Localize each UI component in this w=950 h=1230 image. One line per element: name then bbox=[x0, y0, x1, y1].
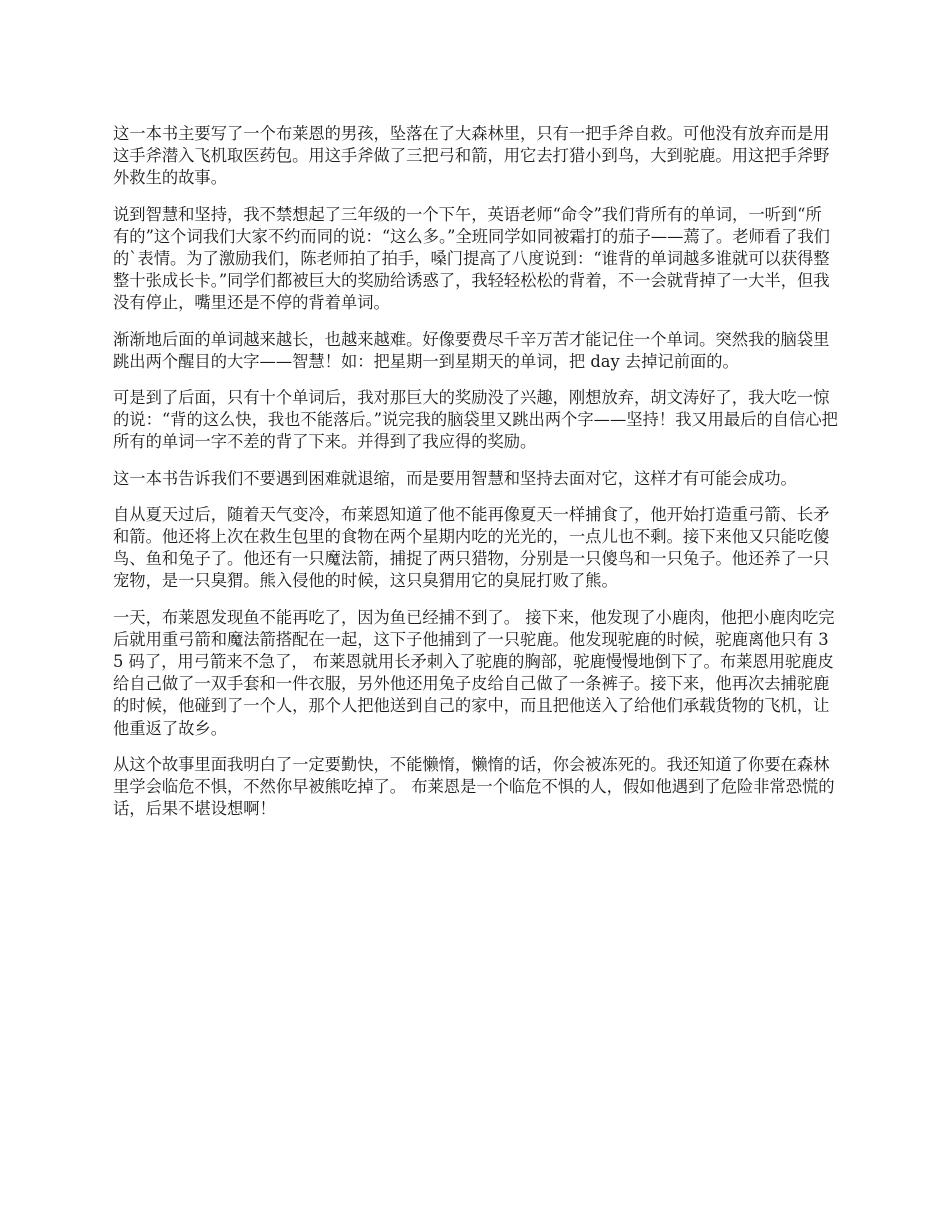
paragraph-7: 一天，布莱恩发现鱼不能再吃了，因为鱼已经捕不到了。 接下来，他发现了小鹿肉，他把小鹿肉吃完后就用重弓箭和魔法箭搭配在一起，这下子他捕到了一只驼鹿。他发现驼鹿的时候，驼鹿离他只有 35 码了，用弓箭来不急了， 布莱恩就用长矛刺入了驼鹿的胸部，驼鹿慢慢地倒下了。布莱恩用驼鹿皮给自己做了一双手套和一件衣服，另外他还用兔子皮给自己做了一条裤子。接下来，他再次去捕驼鹿的时候，他碰到了一个人，那个人把他送到自己的家中，而且把他送入了给他们承载货物的飞机，让他重返了故乡。 bbox=[113, 607, 835, 738]
paragraph-6: 自从夏天过后，随着天气变冷，布莱恩知道了他不能再像夏天一样捕食了，他开始打造重弓箭、长矛和箭。他还将上次在救生包里的食物在两个星期内吃的光光的，一点儿也不剩。接下来他又只能吃傻鸟、鱼和兔子了。他还有一只魔法箭，捕捉了两只猎物，分别是一只傻鸟和一只兔子。他还养了一只宠物，是一只臭猬。熊入侵他的时候，这只臭猬用它的臭屁打败了熊。 bbox=[113, 504, 830, 591]
paragraph-2: 说到智慧和坚持，我不禁想起了三年级的一个下午，英语老师“命令”我们背所有的单词，一听到“所有的”这个词我们大家不约而同的说：“这么多。”全班同学如同被霜打的茄子——蔫了。老师看了我们的`表情。为了激励我们，陈老师拍了拍手，嗓门提高了八度说到：“谁背的单词越多谁就可以获得整整十张成长卡。”同学们都被巨大的奖励给诱惑了，我轻轻松松的背着，不一会就背掉了一大半，但我没有停止，嘴里还是不停的背着单词。 bbox=[113, 204, 830, 313]
paragraph-1: 这一本书主要写了一个布莱恩的男孩，坠落在了大森林里，只有一把手斧自救。可他没有放弃而是用这手斧潜入飞机取医药包。用这手斧做了三把弓和箭，用它去打猎小到鸟，大到驼鹿。用这把手斧野外救生的故事。 bbox=[113, 124, 830, 188]
paragraph-5: 这一本书告诉我们不要遇到困难就退缩，而是要用智慧和坚持去面对它，这样才有可能会成功。 bbox=[113, 468, 797, 488]
paragraph-3: 渐渐地后面的单词越来越长，也越来越难。好像要费尽千辛万苦才能记住一个单词。突然我的脑袋里跳出两个醒目的大字——智慧！如：把星期一到星期天的单词，把 day 去掉记前面的。 bbox=[113, 329, 830, 371]
paragraph-4: 可是到了后面，只有十个单词后，我对那巨大的奖励没了兴趣，刚想放弃，胡文涛好了，我大吃一惊的说：“背的这么快，我也不能落后。”说完我的脑袋里又跳出两个字——坚持！我又用最后的自信心把所有的单词一字不差的背了下来。并得到了我应得的奖励。 bbox=[113, 388, 838, 452]
paragraph-8: 从这个故事里面我明白了一定要勤快，不能懒惰，懒惰的话，你会被冻死的。我还知道了你要在森林里学会临危不惧，不然你早被熊吃掉了。 布莱恩是一个临危不惧的人，假如他遇到了危险非常恐慌的话，后果不堪设想啊！ bbox=[113, 754, 835, 819]
